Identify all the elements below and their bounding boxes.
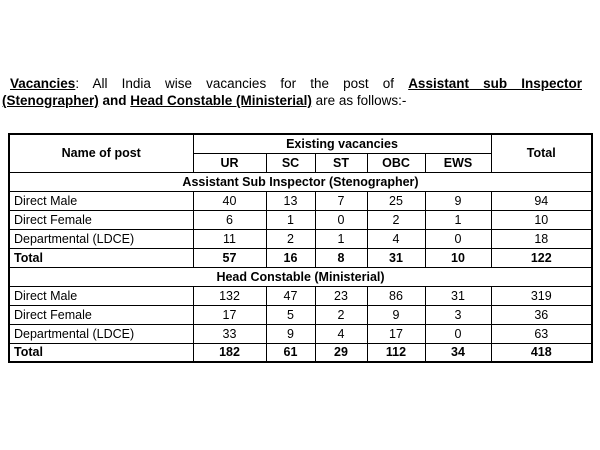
intro-line-2 bbox=[2, 92, 582, 109]
section-title: Head Constable (Ministerial) bbox=[9, 267, 592, 286]
value-cell: 25 bbox=[367, 191, 425, 210]
value-cell: 33 bbox=[193, 324, 266, 343]
value-cell: 34 bbox=[425, 343, 491, 362]
row-label: Direct Female bbox=[9, 210, 193, 229]
row-label: Direct Male bbox=[9, 191, 193, 210]
value-cell: 11 bbox=[193, 229, 266, 248]
value-cell: 6 bbox=[193, 210, 266, 229]
table-row bbox=[9, 286, 592, 305]
value-cell: 0 bbox=[315, 210, 367, 229]
value-cell: 418 bbox=[491, 343, 592, 362]
value-cell: 319 bbox=[491, 286, 592, 305]
value-cell: 0 bbox=[425, 229, 491, 248]
table-header-row-1 bbox=[9, 134, 592, 153]
value-cell: 2 bbox=[315, 305, 367, 324]
intro-paragraph bbox=[2, 75, 582, 109]
value-cell: 1 bbox=[425, 210, 491, 229]
table-row bbox=[9, 324, 592, 343]
intro-line-1 bbox=[2, 75, 582, 92]
value-cell: 17 bbox=[193, 305, 266, 324]
value-cell: 13 bbox=[266, 191, 315, 210]
section-title-row bbox=[9, 267, 592, 286]
intro-text: : All India wise vacancies for the post of bbox=[75, 76, 409, 91]
value-cell: 5 bbox=[266, 305, 315, 324]
intro-closing: are as follows:- bbox=[311, 93, 407, 108]
table-row bbox=[9, 343, 592, 362]
table-row bbox=[9, 210, 592, 229]
value-cell: 40 bbox=[193, 191, 266, 210]
value-cell: 7 bbox=[315, 191, 367, 210]
value-cell: 4 bbox=[367, 229, 425, 248]
value-cell: 94 bbox=[491, 191, 592, 210]
post-name-head-constable: Head Constable (Ministerial) bbox=[130, 93, 312, 108]
value-cell: 31 bbox=[367, 248, 425, 267]
col-header-obc: OBC bbox=[367, 153, 425, 172]
col-header-name-of-post: Name of post bbox=[9, 134, 193, 172]
value-cell: 2 bbox=[266, 229, 315, 248]
table-row bbox=[9, 229, 592, 248]
value-cell: 36 bbox=[491, 305, 592, 324]
value-cell: 23 bbox=[315, 286, 367, 305]
intro-and: and bbox=[98, 93, 131, 108]
post-name-stenographer: (Stenographer) bbox=[2, 93, 99, 108]
value-cell: 3 bbox=[425, 305, 491, 324]
value-cell: 16 bbox=[266, 248, 315, 267]
value-cell: 9 bbox=[425, 191, 491, 210]
table-row bbox=[9, 305, 592, 324]
value-cell: 182 bbox=[193, 343, 266, 362]
value-cell: 29 bbox=[315, 343, 367, 362]
value-cell: 10 bbox=[491, 210, 592, 229]
value-cell: 17 bbox=[367, 324, 425, 343]
value-cell: 9 bbox=[266, 324, 315, 343]
row-label: Departmental (LDCE) bbox=[9, 229, 193, 248]
post-name-asi: Assistant sub Inspector bbox=[408, 76, 582, 91]
col-header-st: ST bbox=[315, 153, 367, 172]
value-cell: 0 bbox=[425, 324, 491, 343]
col-header-total: Total bbox=[491, 134, 592, 172]
value-cell: 2 bbox=[367, 210, 425, 229]
vacancies-keyword: Vacancies bbox=[10, 76, 76, 91]
col-header-sc: SC bbox=[266, 153, 315, 172]
value-cell: 61 bbox=[266, 343, 315, 362]
row-label: Direct Male bbox=[9, 286, 193, 305]
table-row bbox=[9, 248, 592, 267]
col-header-ews: EWS bbox=[425, 153, 491, 172]
table-row bbox=[9, 191, 592, 210]
value-cell: 57 bbox=[193, 248, 266, 267]
row-label: Total bbox=[9, 248, 193, 267]
value-cell: 112 bbox=[367, 343, 425, 362]
value-cell: 1 bbox=[266, 210, 315, 229]
value-cell: 122 bbox=[491, 248, 592, 267]
row-label: Total bbox=[9, 343, 193, 362]
section-title-row bbox=[9, 172, 592, 191]
value-cell: 1 bbox=[315, 229, 367, 248]
value-cell: 63 bbox=[491, 324, 592, 343]
value-cell: 9 bbox=[367, 305, 425, 324]
value-cell: 47 bbox=[266, 286, 315, 305]
value-cell: 31 bbox=[425, 286, 491, 305]
value-cell: 86 bbox=[367, 286, 425, 305]
value-cell: 4 bbox=[315, 324, 367, 343]
row-label: Departmental (LDCE) bbox=[9, 324, 193, 343]
value-cell: 8 bbox=[315, 248, 367, 267]
col-header-ur: UR bbox=[193, 153, 266, 172]
value-cell: 132 bbox=[193, 286, 266, 305]
value-cell: 10 bbox=[425, 248, 491, 267]
row-label: Direct Female bbox=[9, 305, 193, 324]
value-cell: 18 bbox=[491, 229, 592, 248]
vacancy-table bbox=[8, 133, 593, 363]
section-title: Assistant Sub Inspector (Stenographer) bbox=[9, 172, 592, 191]
col-header-existing-vacancies: Existing vacancies bbox=[193, 134, 491, 153]
